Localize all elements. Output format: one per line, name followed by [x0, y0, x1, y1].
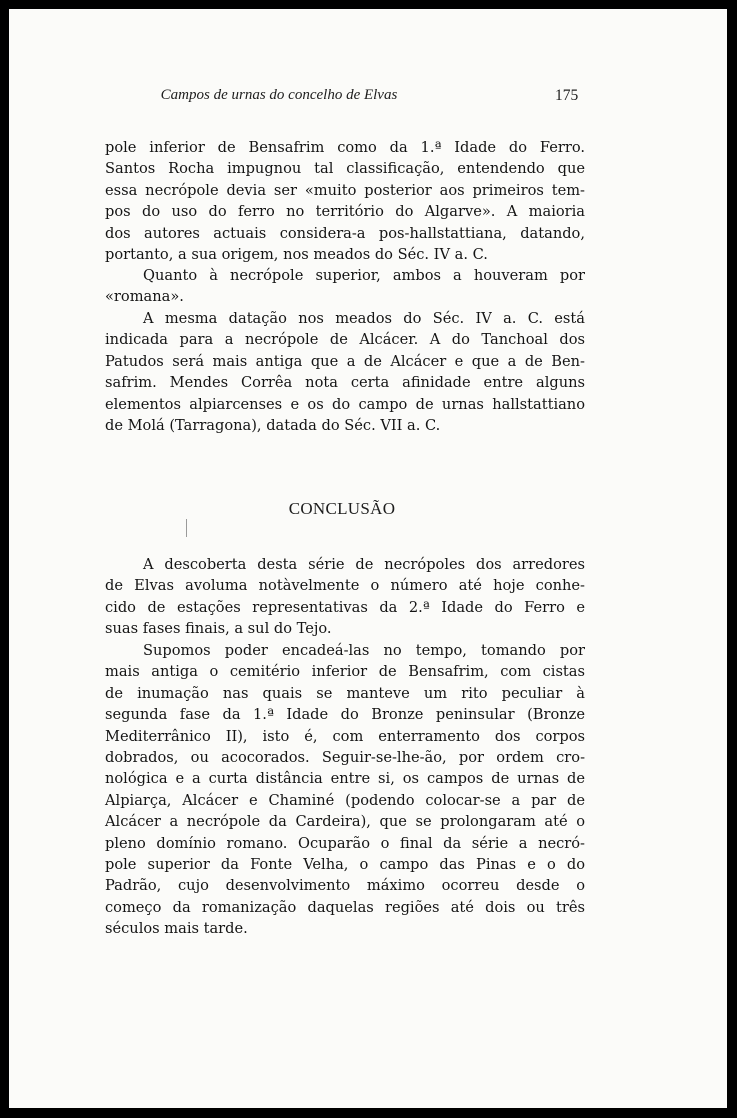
text-line: pleno domínio romano. Ocuparão o final da série a necró-: [105, 834, 585, 852]
paragraph: [105, 640, 585, 940]
text-line: cido de estações representativas da 2.ª Idade do Ferro e: [105, 598, 585, 616]
section-heading: CONCLUSÃO: [288, 499, 396, 518]
text-line: Santos Rocha impugnou tal classificação, entendendo que: [105, 160, 585, 178]
text-line: de inumação nas quais se manteve um rito peculiar à: [105, 684, 585, 702]
text-line: Patudos será mais antiga que a de Alcácer e que a de Ben-: [105, 352, 585, 370]
running-head: [9, 87, 727, 111]
text-line: séculos mais tarde.: [105, 920, 248, 938]
text-line: dobrados, ou acocorados. Seguir-se-lhe-ão, por ordem cro-: [105, 749, 585, 767]
stray-mark: [186, 519, 187, 537]
text-line: suas fases finais, a sul do Tejo.: [105, 620, 332, 638]
text-line: dos autores actuais considera-a pos-hallstattiana, datando,: [105, 224, 585, 242]
text-line: safrim. Mendes Corrêa nota certa afinidade entre alguns: [105, 374, 585, 392]
text-line: Alcácer a necrópole da Cardeira), que se prolongaram até o: [105, 813, 585, 831]
paragraph: [105, 137, 585, 265]
text-line: «romana».: [105, 288, 184, 306]
text-line: nológica e a curta distância entre si, os campos de urnas de: [105, 770, 585, 788]
paragraph: [105, 308, 585, 436]
text-line: Mediterrânico II), isto é, com enterramento dos corpos: [105, 727, 585, 745]
text-line: Quanto à necrópole superior, ambos a houveram por: [143, 267, 585, 284]
text-line: elementos alpiarcenses e os do campo de urnas hallstattiano: [105, 395, 585, 413]
text-line: A descoberta desta série de necrópoles dos arredores: [143, 556, 585, 573]
text-line: A mesma datação nos meados do Séc. IV a. C. está: [143, 310, 585, 327]
text-line: indicada para a necrópole de Alcácer. A do Tanchoal dos: [105, 331, 585, 349]
text-line: Supomos poder encadeá-las no tempo, tomando por: [143, 642, 585, 659]
text-line: pole superior da Fonte Velha, o campo das Pinas e o do: [105, 856, 585, 874]
page-number: 175: [555, 87, 579, 104]
text-line: Padrão, cujo desenvolvimento máximo ocorreu desde o: [105, 877, 585, 895]
text-line: pole inferior de Bensafrim como da 1.ª Idade do Ferro.: [105, 139, 585, 156]
text-line: de Elvas avoluma notàvelmente o número até hoje conhe-: [105, 577, 585, 595]
running-head-title: Campos de urnas do concelho de Elvas: [160, 87, 398, 103]
book-page: [9, 9, 727, 1108]
paragraph: [105, 554, 585, 640]
text-line: segunda fase da 1.ª Idade do Bronze peninsular (Bronze: [105, 706, 585, 724]
text-line: portanto, a sua origem, nos meados do Séc. IV a. C.: [105, 246, 488, 264]
text-line: essa necrópole devia ser «muito posterior aos primeiros tem-: [105, 181, 585, 199]
text-line: começo da romanização daquelas regiões até dois ou três: [105, 898, 585, 916]
text-line: de Molá (Tarragona), datada do Séc. VII a. C.: [105, 417, 441, 435]
text-line: pos do uso do ferro no território do Algarve». A maioria: [105, 203, 585, 221]
paragraph: [105, 265, 585, 308]
text-line: mais antiga o cemitério inferior de Bensafrim, com cistas: [105, 663, 585, 681]
text-line: Alpiarça, Alcácer e Chaminé (podendo colocar-se a par de: [105, 791, 585, 809]
